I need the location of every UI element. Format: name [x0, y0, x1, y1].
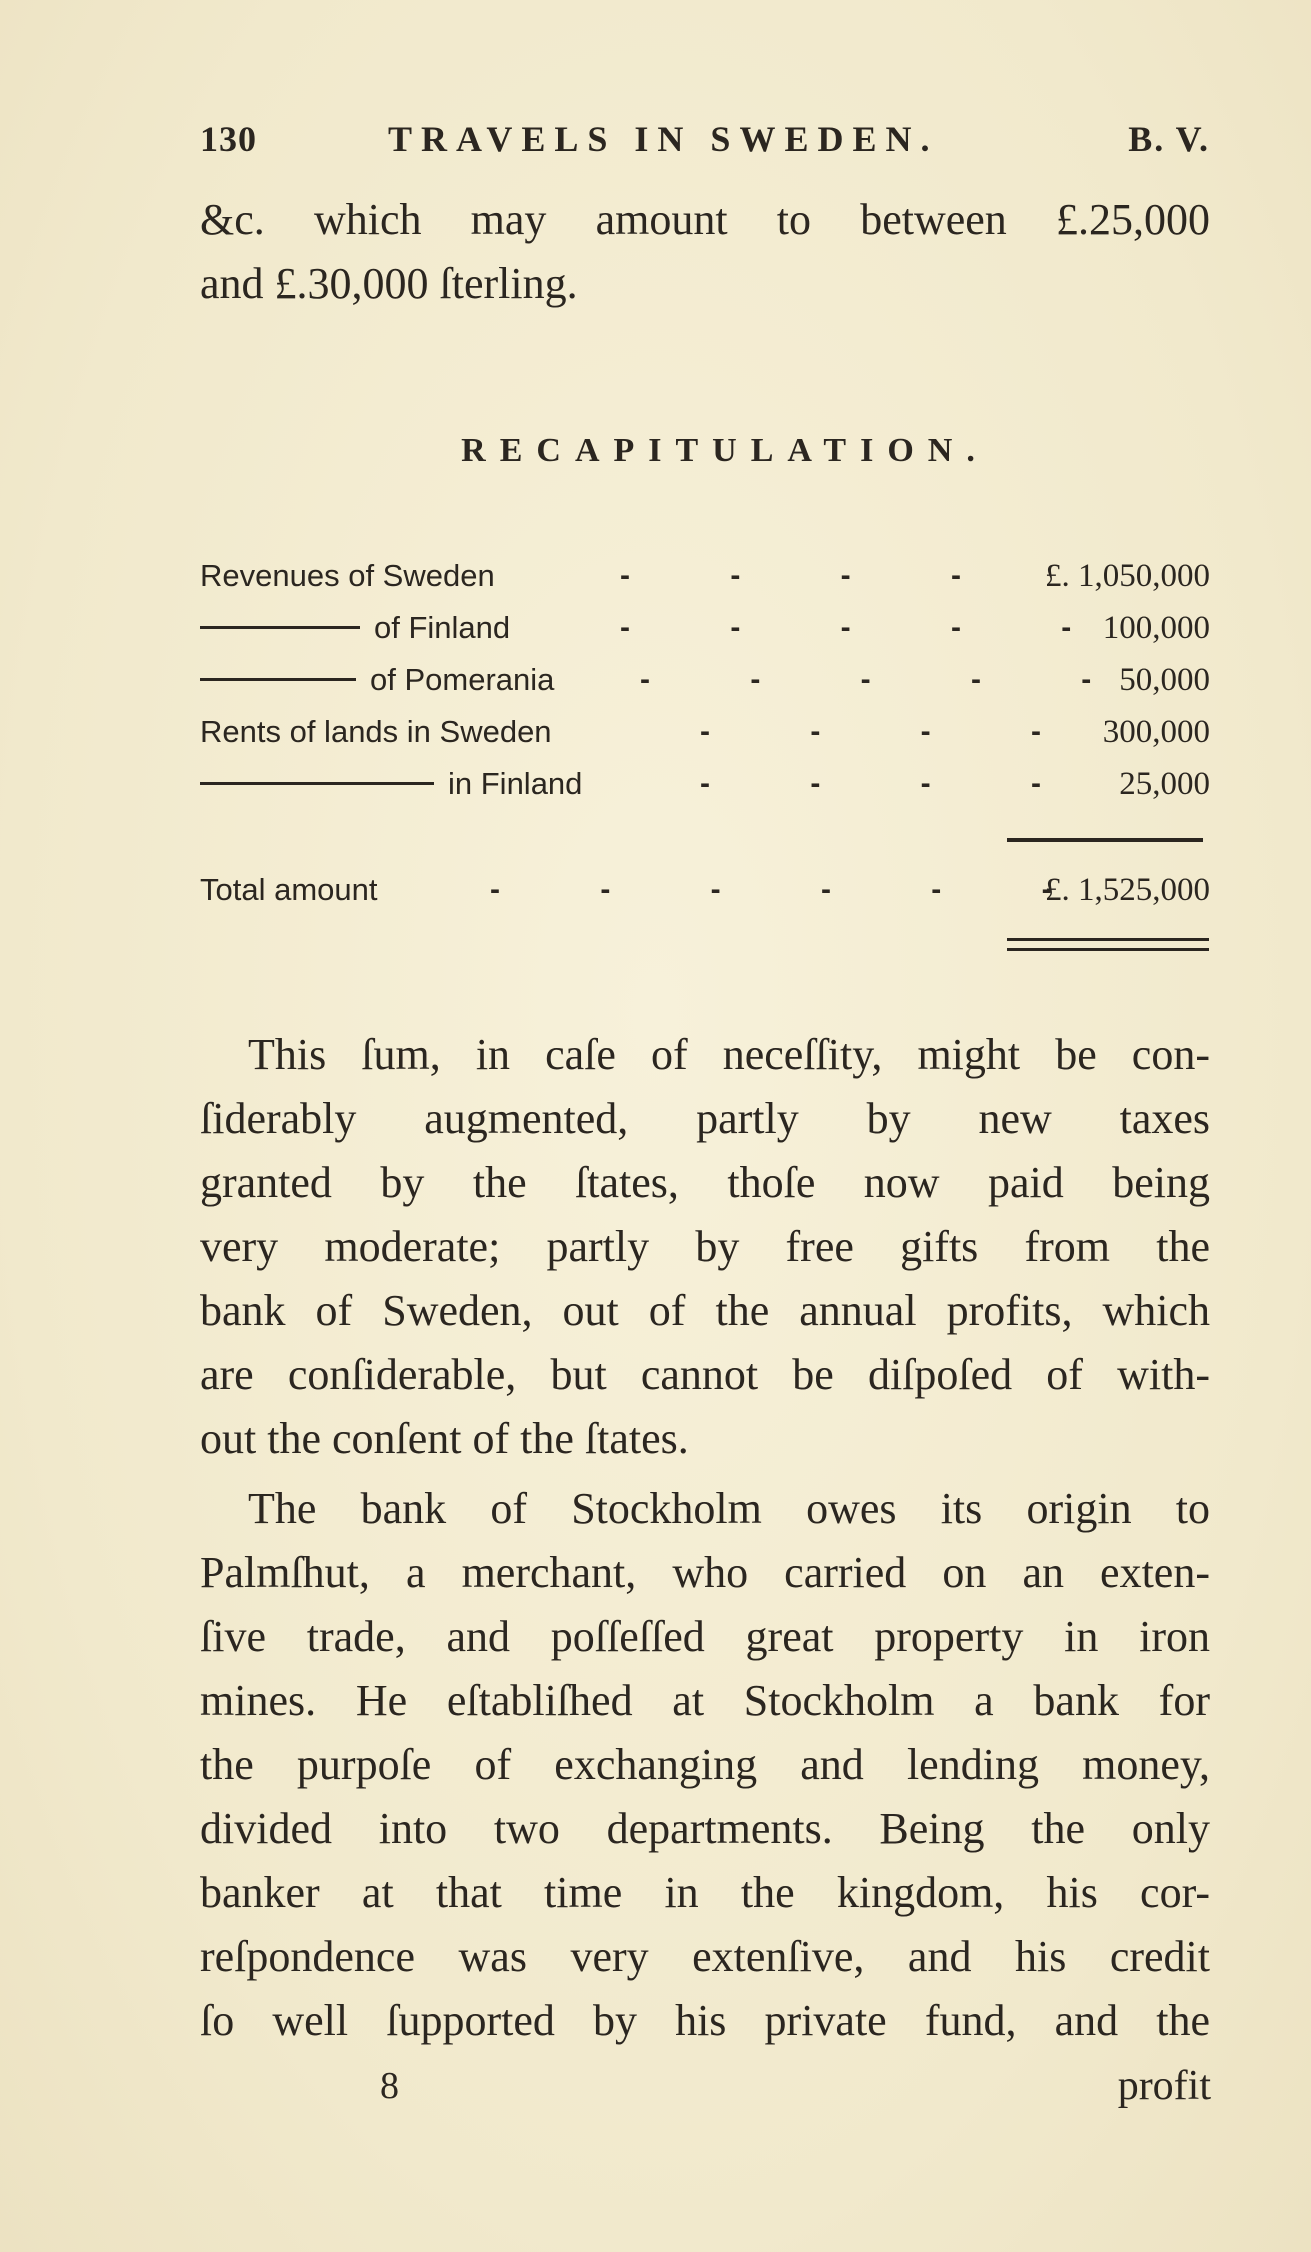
text-line: divided into two departments. Being the only — [200, 1804, 1210, 1853]
total-amount: £. 1,525,000 — [1045, 872, 1210, 908]
page-number: 130 — [200, 119, 257, 159]
text-line: granted by the ſtates, thoſe now paid being — [200, 1158, 1210, 1207]
text-line: ſiderably augmented, partly by new taxes — [200, 1094, 1210, 1143]
text-line: reſpondence was very extenſive, and his credit — [200, 1932, 1210, 1981]
running-header — [200, 118, 1210, 174]
text-line: This ſum, in caſe of neceſſity, might be con- — [248, 1030, 1210, 1079]
recap-row-finland — [200, 602, 1210, 654]
text-line: &c. which may amount to between £.25,000 — [200, 195, 1210, 244]
text-line: ſive trade, and poſſeſſed great property in iron — [200, 1612, 1210, 1661]
text-line: ſo well ſupported by his private fund, and the — [200, 1996, 1210, 2045]
row-amount: 300,000 — [1102, 714, 1210, 750]
row-label: of Finland — [374, 610, 511, 645]
total-label: Total amount — [200, 872, 378, 907]
sum-rule — [1007, 838, 1203, 842]
text-line: Palmſhut, a merchant, who carried on an exten- — [200, 1548, 1210, 1597]
recap-total-row — [200, 864, 1210, 916]
recap-row-revenues-sweden — [200, 550, 1210, 602]
text-line: out the conſent of the ſtates. — [200, 1414, 689, 1463]
row-leader: - - - - - - — [490, 873, 1098, 906]
text-line: mines. He eſtabliſhed at Stockholm a bank for — [200, 1676, 1210, 1725]
row-label: Rents of lands in Sweden — [200, 714, 552, 749]
text-line: banker at that time in the kingdom, his cor- — [200, 1868, 1210, 1917]
text-line: bank of Sweden, out of the annual profits, which — [200, 1286, 1210, 1335]
row-label: Revenues of Sweden — [200, 558, 495, 593]
row-amount: £. 1,050,000 — [1045, 558, 1210, 594]
running-title: TRAVELS IN SWEDEN. — [388, 119, 939, 159]
row-leader: - - - - — [700, 715, 1087, 748]
row-leader: - - - - - — [620, 611, 1118, 644]
text-line: the purpoſe of exchanging and lending money, — [200, 1740, 1210, 1789]
recap-row-pomerania — [200, 654, 1210, 706]
row-amount: 50,000 — [1119, 662, 1210, 698]
ditto-rule — [200, 626, 360, 629]
total-double-rule — [1007, 938, 1209, 951]
row-amount: 25,000 — [1119, 766, 1210, 802]
ditto-rule — [200, 782, 434, 785]
text-line: The bank of Stockholm owes its origin to — [248, 1484, 1210, 1533]
recap-row-rents-finland — [200, 758, 1210, 810]
row-leader: - - - - — [700, 767, 1087, 800]
signature-mark: 8 — [380, 2065, 399, 2107]
recapitulation-title: RECAPITULATION. — [461, 432, 989, 469]
recap-row-rents-sweden — [200, 706, 1210, 758]
text-line: are conſiderable, but cannot be diſpoſed of with- — [200, 1350, 1210, 1399]
text-line: very moderate; partly by free gifts from the — [200, 1222, 1210, 1271]
row-leader: - - - - — [620, 559, 1007, 592]
header-signature: B. V. — [1128, 119, 1210, 159]
row-leader: - - - - - — [640, 663, 1138, 696]
row-label: of Pomerania — [370, 662, 555, 697]
row-amount: 100,000 — [1102, 610, 1210, 646]
catchword: profit — [1117, 2063, 1211, 2109]
ditto-rule — [200, 678, 356, 681]
row-label: in Finland — [448, 766, 583, 801]
text-line: and £.30,000 ſterling. — [200, 259, 578, 308]
